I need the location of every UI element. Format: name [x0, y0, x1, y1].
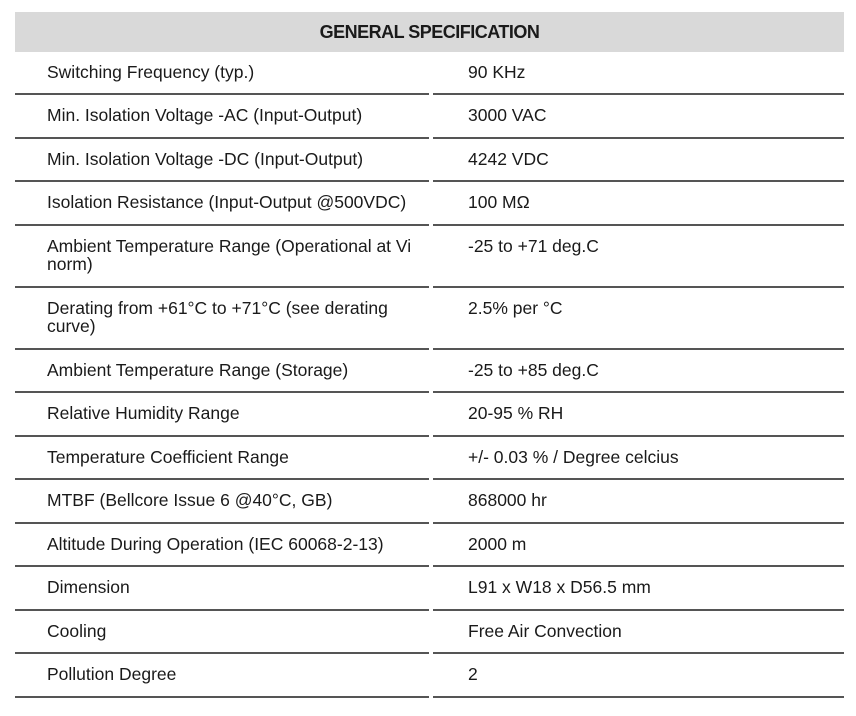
- spec-label: MTBF (Bellcore Issue 6 @40°C, GB): [15, 480, 429, 524]
- table-row: [15, 567, 844, 611]
- spec-value: L91 x W18 x D56.5 mm: [433, 567, 844, 611]
- table-row: [15, 654, 844, 698]
- spec-value: Free Air Convection: [433, 611, 844, 655]
- spec-label: Pollution Degree: [15, 654, 429, 698]
- spec-label: Ambient Temperature Range (Operational at Vi norm): [15, 226, 429, 288]
- spec-label: Ambient Temperature Range (Storage): [15, 350, 429, 394]
- spec-value: +/- 0.03 % / Degree celcius: [433, 437, 844, 481]
- spec-value: 20-95 % RH: [433, 393, 844, 437]
- table-row: [15, 52, 844, 95]
- spec-label: Derating from +61°C to +71°C (see derating curve): [15, 288, 429, 350]
- table-row: [15, 95, 844, 139]
- table-row: [15, 139, 844, 183]
- table-row: [15, 288, 844, 350]
- spec-value: -25 to +85 deg.C: [433, 350, 844, 394]
- spec-value: 868000 hr: [433, 480, 844, 524]
- spec-value: 4242 VDC: [433, 139, 844, 183]
- table-row: [15, 437, 844, 481]
- table-row: [15, 480, 844, 524]
- table-row: [15, 611, 844, 655]
- spec-label: Min. Isolation Voltage -DC (Input-Output): [15, 139, 429, 183]
- spec-value: 2000 m: [433, 524, 844, 568]
- spec-table-title: GENERAL SPECIFICATION: [15, 12, 844, 52]
- spec-label: Cooling: [15, 611, 429, 655]
- spec-label: Isolation Resistance (Input-Output @500VDC): [15, 182, 429, 226]
- table-row: [15, 524, 844, 568]
- spec-label: Switching Frequency (typ.): [15, 52, 429, 95]
- spec-value: 2.5% per °C: [433, 288, 844, 350]
- spec-value: 3000 VAC: [433, 95, 844, 139]
- table-row: [15, 393, 844, 437]
- spec-label: Altitude During Operation (IEC 60068-2-13): [15, 524, 429, 568]
- spec-value: 100 MΩ: [433, 182, 844, 226]
- table-row: [15, 226, 844, 288]
- spec-label: Dimension: [15, 567, 429, 611]
- table-row: [15, 350, 844, 394]
- spec-value: 2: [433, 654, 844, 698]
- spec-label: Temperature Coefficient Range: [15, 437, 429, 481]
- spec-value: -25 to +71 deg.C: [433, 226, 844, 288]
- spec-label: Relative Humidity Range: [15, 393, 429, 437]
- spec-label: Min. Isolation Voltage -AC (Input-Output): [15, 95, 429, 139]
- spec-value: 90 KHz: [433, 52, 844, 95]
- spec-table: [15, 12, 844, 698]
- table-row: [15, 182, 844, 226]
